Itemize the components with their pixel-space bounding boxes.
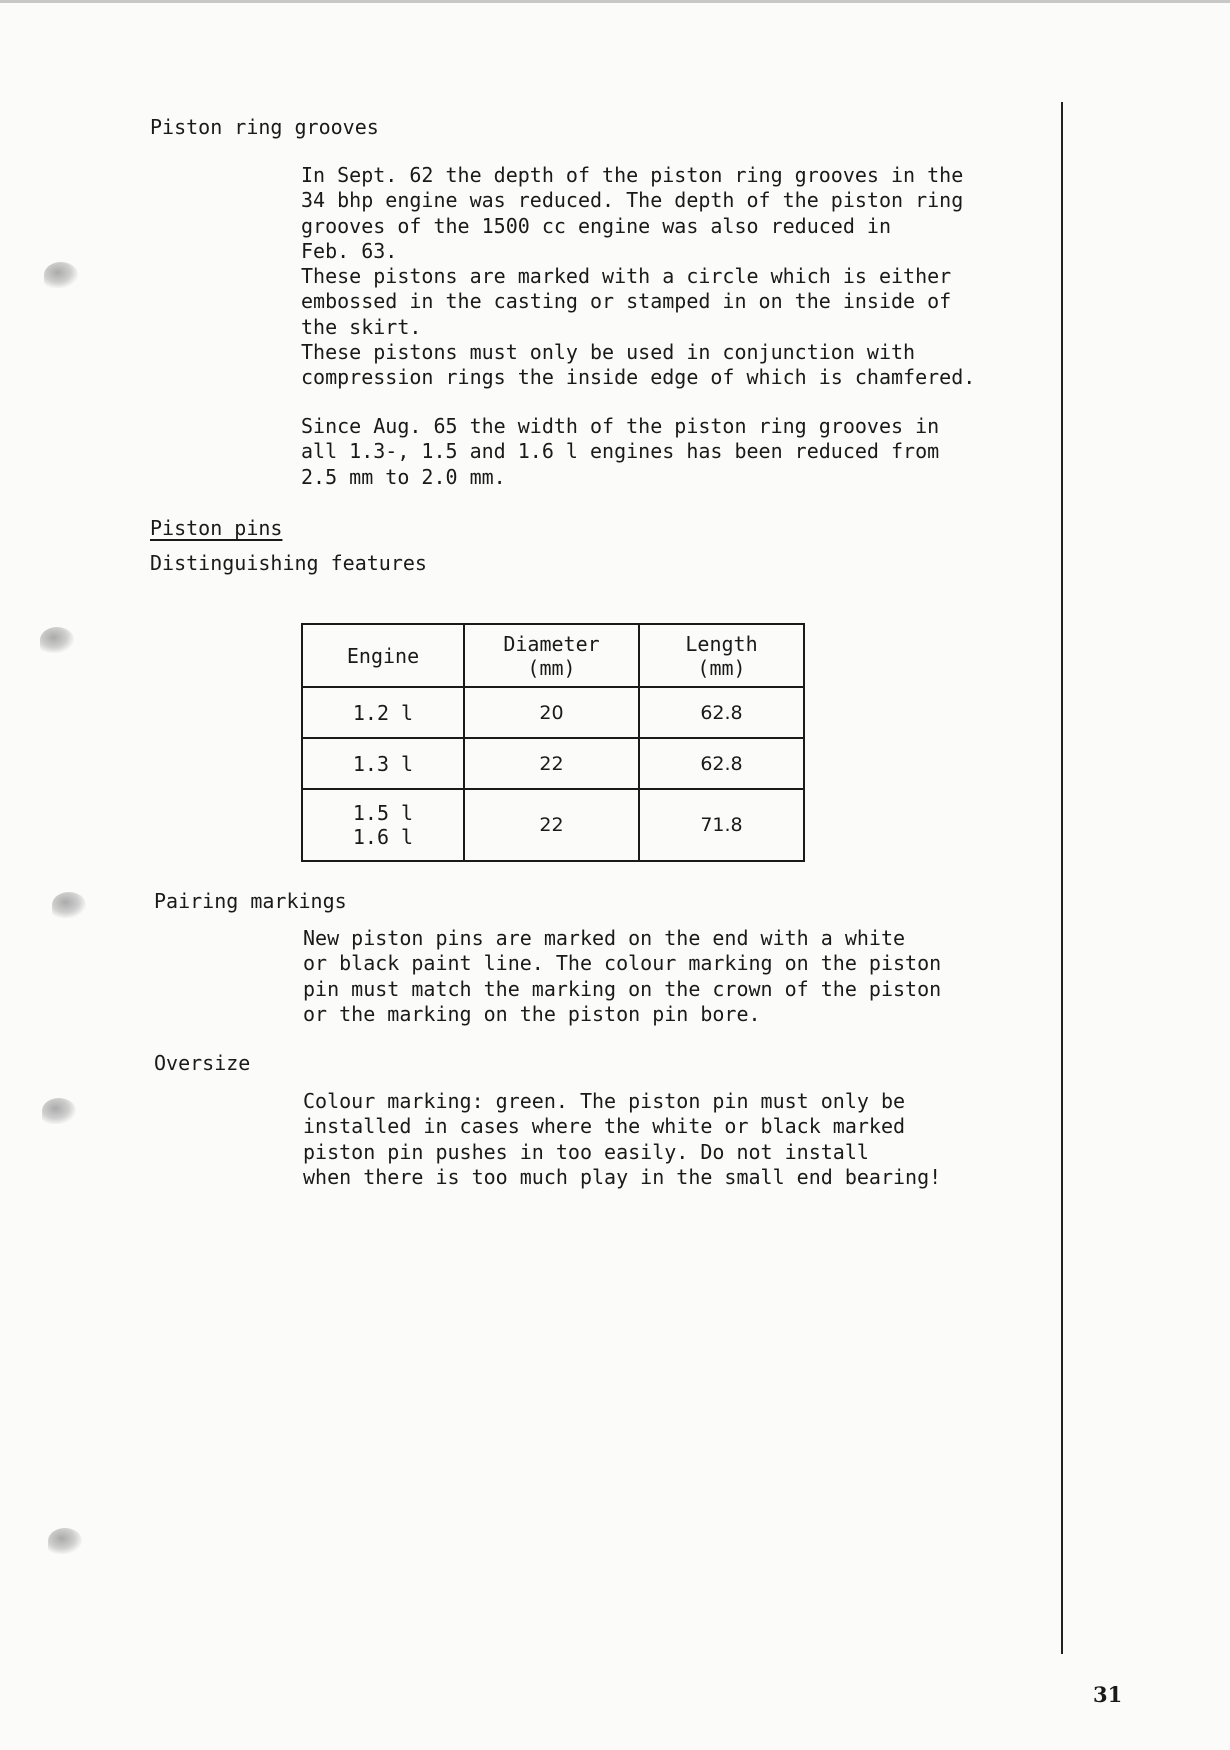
- table-cell: 1.2 l: [302, 687, 464, 738]
- text-line: compression rings the inside edge of which is chamfered.: [301, 365, 976, 390]
- table-header-cell: Engine: [302, 624, 464, 687]
- page-number: 31: [1093, 1682, 1123, 1707]
- oversize-heading: Oversize: [154, 1051, 251, 1075]
- table-cell: 22: [464, 738, 639, 789]
- table-row: [302, 789, 804, 861]
- ring-grooves-paragraph-1: [301, 163, 975, 391]
- text-line: Since Aug. 65 the width of the piston ring grooves in: [301, 414, 940, 438]
- text-line: pin must match the marking on the crown of the piston: [303, 976, 942, 1001]
- table-cell: 20: [464, 687, 639, 738]
- punch-hole: [52, 892, 86, 918]
- distinguishing-features-subheading: Distinguishing features: [150, 551, 427, 575]
- ring-grooves-paragraph-2: [301, 414, 939, 490]
- text-line: Colour marking: green. The piston pin must only be: [303, 1089, 906, 1113]
- table-cell: 71.8: [639, 789, 804, 861]
- table-header-cell: Length (mm): [639, 624, 804, 687]
- piston-pins-heading: Piston pins: [150, 516, 283, 540]
- right-margin-line: [1061, 102, 1063, 1654]
- text-line: the skirt.: [301, 314, 422, 339]
- table-row: [302, 687, 804, 738]
- text-line: piston pin pushes in too easily. Do not install: [303, 1139, 869, 1164]
- text-line: 34 bhp engine was reduced. The depth of the piston ring: [301, 188, 964, 213]
- table-cell: 62.8: [639, 687, 804, 738]
- pairing-markings-paragraph: [303, 926, 941, 1027]
- table-row: [302, 738, 804, 789]
- table-cell: 22: [464, 789, 639, 861]
- pairing-markings-heading: Pairing markings: [154, 889, 347, 913]
- text-line: In Sept. 62 the depth of the piston ring grooves in the: [301, 163, 964, 187]
- punch-hole: [40, 627, 74, 653]
- text-line: These pistons are marked with a circle which is either: [301, 264, 952, 289]
- text-line: 2.5 mm to 2.0 mm.: [301, 464, 506, 489]
- text-line: grooves of the 1500 cc engine was also reduced in: [301, 213, 892, 238]
- oversize-paragraph: [303, 1089, 941, 1190]
- table-cell: 1.5 l 1.6 l: [302, 789, 464, 861]
- punch-hole: [44, 262, 78, 288]
- punch-hole: [42, 1098, 76, 1124]
- text-line: These pistons must only be used in conjunction with: [301, 340, 916, 365]
- table-header-row: [302, 624, 804, 687]
- page-top-edge: [0, 0, 1230, 3]
- text-line: installed in cases where the white or black marked: [303, 1114, 906, 1139]
- text-line: all 1.3-, 1.5 and 1.6 l engines has been reduced from: [301, 439, 940, 464]
- table-cell: 1.3 l: [302, 738, 464, 789]
- table-cell: 62.8: [639, 738, 804, 789]
- text-line: Feb. 63.: [301, 238, 398, 263]
- ring-grooves-heading: Piston ring grooves: [150, 115, 379, 139]
- text-line: embossed in the casting or stamped in on the inside of: [301, 289, 952, 314]
- text-line: when there is too much play in the small end bearing!: [303, 1164, 942, 1189]
- text-line: New piston pins are marked on the end with a white: [303, 926, 906, 950]
- text-line: or black paint line. The colour marking on the piston: [303, 951, 942, 976]
- piston-pin-table: [301, 623, 805, 862]
- text-line: or the marking on the piston pin bore.: [303, 1001, 761, 1026]
- punch-hole: [48, 1528, 82, 1554]
- table-header-cell: Diameter (mm): [464, 624, 639, 687]
